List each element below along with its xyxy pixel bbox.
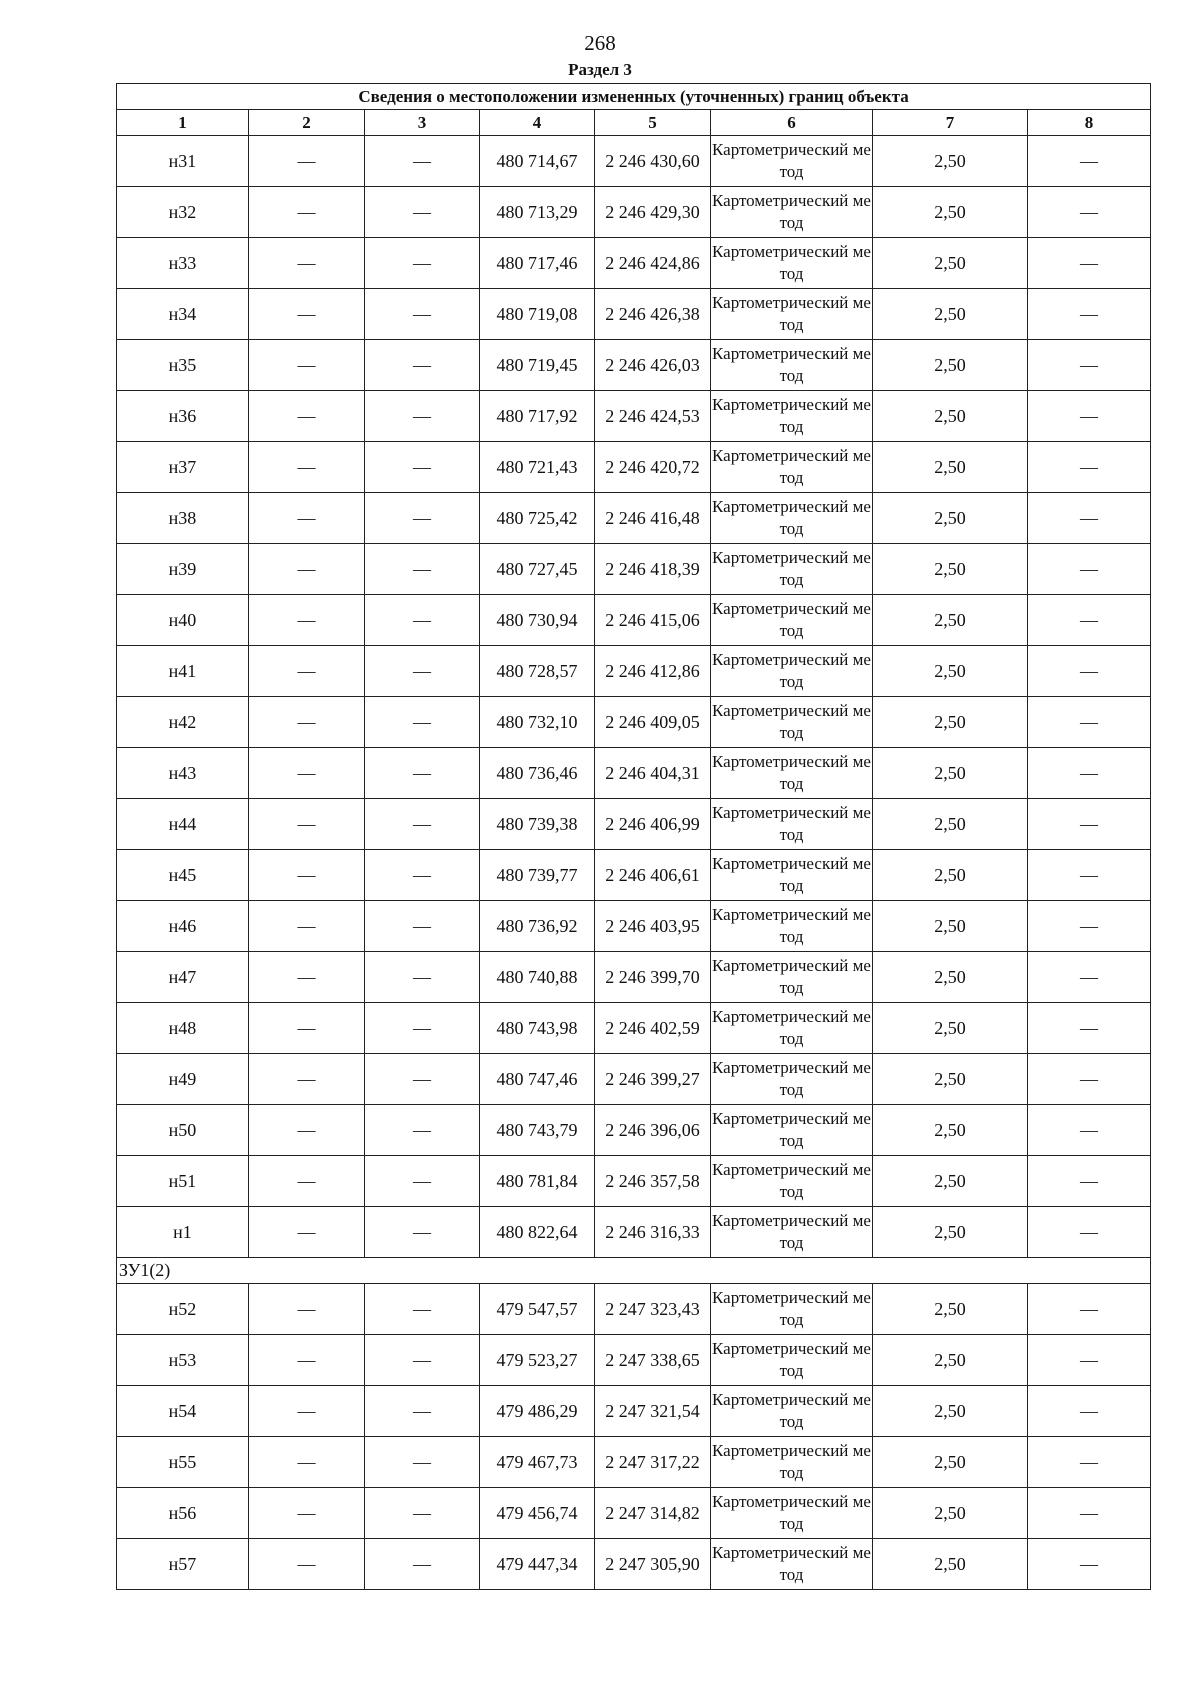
accuracy-cell: 2,50 xyxy=(873,238,1028,289)
table-row xyxy=(117,238,1151,289)
dash-cell: — xyxy=(1028,901,1151,952)
y-coordinate-cell: 2 247 321,54 xyxy=(595,1386,711,1437)
method-cell: Картометрический метод xyxy=(711,1003,873,1054)
y-coordinate-cell: 2 246 426,38 xyxy=(595,289,711,340)
x-coordinate-cell: 480 713,29 xyxy=(480,187,595,238)
y-coordinate-cell: 2 246 404,31 xyxy=(595,748,711,799)
point-cell: н51 xyxy=(117,1156,249,1207)
x-coordinate-cell: 480 717,46 xyxy=(480,238,595,289)
method-cell: Картометрический метод xyxy=(711,1156,873,1207)
dash-cell: — xyxy=(249,901,365,952)
dash-cell: — xyxy=(365,1207,480,1258)
accuracy-cell: 2,50 xyxy=(873,289,1028,340)
table-row xyxy=(117,850,1151,901)
dash-cell: — xyxy=(365,1284,480,1335)
dash-cell: — xyxy=(249,748,365,799)
accuracy-cell: 2,50 xyxy=(873,187,1028,238)
method-cell: Картометрический метод xyxy=(711,136,873,187)
dash-cell: — xyxy=(365,1003,480,1054)
dash-cell: — xyxy=(1028,136,1151,187)
dash-cell: — xyxy=(365,1488,480,1539)
accuracy-cell: 2,50 xyxy=(873,748,1028,799)
y-coordinate-cell: 2 246 409,05 xyxy=(595,697,711,748)
dash-cell: — xyxy=(1028,1488,1151,1539)
dash-cell: — xyxy=(365,1156,480,1207)
y-coordinate-cell: 2 246 316,33 xyxy=(595,1207,711,1258)
accuracy-cell: 2,50 xyxy=(873,799,1028,850)
dash-cell: — xyxy=(1028,697,1151,748)
column-header: 7 xyxy=(873,110,1028,136)
y-coordinate-cell: 2 247 323,43 xyxy=(595,1284,711,1335)
accuracy-cell: 2,50 xyxy=(873,1105,1028,1156)
dash-cell: — xyxy=(365,1335,480,1386)
dash-cell: — xyxy=(1028,493,1151,544)
point-cell: н31 xyxy=(117,136,249,187)
method-cell: Картометрический метод xyxy=(711,493,873,544)
method-cell: Картометрический метод xyxy=(711,1054,873,1105)
dash-cell: — xyxy=(365,442,480,493)
accuracy-cell: 2,50 xyxy=(873,595,1028,646)
table-caption-row xyxy=(117,84,1151,110)
dash-cell: — xyxy=(365,697,480,748)
table-row xyxy=(117,748,1151,799)
table-row xyxy=(117,187,1151,238)
dash-cell: — xyxy=(1028,442,1151,493)
dash-cell: — xyxy=(365,1386,480,1437)
method-cell: Картометрический метод xyxy=(711,1207,873,1258)
dash-cell: — xyxy=(249,493,365,544)
method-cell: Картометрический метод xyxy=(711,544,873,595)
point-cell: н40 xyxy=(117,595,249,646)
page-number: 268 xyxy=(584,31,616,55)
method-cell: Картометрический метод xyxy=(711,1539,873,1590)
y-coordinate-cell: 2 247 305,90 xyxy=(595,1539,711,1590)
dash-cell: — xyxy=(1028,391,1151,442)
x-coordinate-cell: 480 781,84 xyxy=(480,1156,595,1207)
x-coordinate-cell: 479 467,73 xyxy=(480,1437,595,1488)
dash-cell: — xyxy=(249,136,365,187)
point-cell: н49 xyxy=(117,1054,249,1105)
y-coordinate-cell: 2 246 424,86 xyxy=(595,238,711,289)
column-header: 6 xyxy=(711,110,873,136)
x-coordinate-cell: 480 822,64 xyxy=(480,1207,595,1258)
point-cell: н43 xyxy=(117,748,249,799)
dash-cell: — xyxy=(249,697,365,748)
point-cell: н44 xyxy=(117,799,249,850)
dash-cell: — xyxy=(249,799,365,850)
y-coordinate-cell: 2 246 399,27 xyxy=(595,1054,711,1105)
dash-cell: — xyxy=(365,901,480,952)
point-cell: н36 xyxy=(117,391,249,442)
table-caption: Сведения о местоположении измененных (уточненных) границ объекта xyxy=(117,84,1151,110)
dash-cell: — xyxy=(249,952,365,1003)
accuracy-cell: 2,50 xyxy=(873,646,1028,697)
accuracy-cell: 2,50 xyxy=(873,1284,1028,1335)
point-cell: н45 xyxy=(117,850,249,901)
accuracy-cell: 2,50 xyxy=(873,1488,1028,1539)
y-coordinate-cell: 2 246 420,72 xyxy=(595,442,711,493)
y-coordinate-cell: 2 246 412,86 xyxy=(595,646,711,697)
method-cell: Картометрический метод xyxy=(711,391,873,442)
column-header: 4 xyxy=(480,110,595,136)
y-coordinate-cell: 2 246 403,95 xyxy=(595,901,711,952)
table-row xyxy=(117,289,1151,340)
dash-cell: — xyxy=(249,340,365,391)
column-header: 5 xyxy=(595,110,711,136)
point-cell: н50 xyxy=(117,1105,249,1156)
dash-cell: — xyxy=(1028,1105,1151,1156)
table-row xyxy=(117,544,1151,595)
y-coordinate-cell: 2 246 430,60 xyxy=(595,136,711,187)
x-coordinate-cell: 480 736,46 xyxy=(480,748,595,799)
point-cell: н37 xyxy=(117,442,249,493)
method-cell: Картометрический метод xyxy=(711,799,873,850)
dash-cell: — xyxy=(365,952,480,1003)
dash-cell: — xyxy=(249,1156,365,1207)
dash-cell: — xyxy=(249,1488,365,1539)
dash-cell: — xyxy=(249,850,365,901)
y-coordinate-cell: 2 246 406,61 xyxy=(595,850,711,901)
x-coordinate-cell: 480 714,67 xyxy=(480,136,595,187)
x-coordinate-cell: 480 740,88 xyxy=(480,952,595,1003)
dash-cell: — xyxy=(249,238,365,289)
method-cell: Картометрический метод xyxy=(711,595,873,646)
method-cell: Картометрический метод xyxy=(711,289,873,340)
accuracy-cell: 2,50 xyxy=(873,340,1028,391)
dash-cell: — xyxy=(365,646,480,697)
dash-cell: — xyxy=(365,289,480,340)
point-cell: н47 xyxy=(117,952,249,1003)
point-cell: н41 xyxy=(117,646,249,697)
dash-cell: — xyxy=(365,493,480,544)
accuracy-cell: 2,50 xyxy=(873,136,1028,187)
method-cell: Картометрический метод xyxy=(711,340,873,391)
dash-cell: — xyxy=(1028,1003,1151,1054)
table-row xyxy=(117,1207,1151,1258)
accuracy-cell: 2,50 xyxy=(873,1054,1028,1105)
accuracy-cell: 2,50 xyxy=(873,1156,1028,1207)
table-row xyxy=(117,391,1151,442)
dash-cell: — xyxy=(1028,646,1151,697)
point-cell: н38 xyxy=(117,493,249,544)
dash-cell: — xyxy=(1028,1054,1151,1105)
method-cell: Картометрический метод xyxy=(711,238,873,289)
accuracy-cell: 2,50 xyxy=(873,901,1028,952)
x-coordinate-cell: 480 719,45 xyxy=(480,340,595,391)
dash-cell: — xyxy=(249,391,365,442)
table-row xyxy=(117,1539,1151,1590)
dash-cell: — xyxy=(365,238,480,289)
point-cell: н1 xyxy=(117,1207,249,1258)
point-cell: н56 xyxy=(117,1488,249,1539)
method-cell: Картометрический метод xyxy=(711,901,873,952)
table-row xyxy=(117,697,1151,748)
point-cell: н32 xyxy=(117,187,249,238)
table-row xyxy=(117,1003,1151,1054)
method-cell: Картометрический метод xyxy=(711,1488,873,1539)
dash-cell: — xyxy=(365,850,480,901)
dash-cell: — xyxy=(365,595,480,646)
dash-cell: — xyxy=(365,1539,480,1590)
y-coordinate-cell: 2 246 396,06 xyxy=(595,1105,711,1156)
point-cell: н54 xyxy=(117,1386,249,1437)
point-cell: н39 xyxy=(117,544,249,595)
dash-cell: — xyxy=(249,289,365,340)
dash-cell: — xyxy=(1028,1284,1151,1335)
table-row xyxy=(117,1105,1151,1156)
y-coordinate-cell: 2 247 317,22 xyxy=(595,1437,711,1488)
y-coordinate-cell: 2 246 415,06 xyxy=(595,595,711,646)
accuracy-cell: 2,50 xyxy=(873,493,1028,544)
dash-cell: — xyxy=(249,187,365,238)
dash-cell: — xyxy=(1028,952,1151,1003)
table-row xyxy=(117,1156,1151,1207)
x-coordinate-cell: 480 719,08 xyxy=(480,289,595,340)
dash-cell: — xyxy=(249,595,365,646)
x-coordinate-cell: 480 739,38 xyxy=(480,799,595,850)
table-row xyxy=(117,136,1151,187)
y-coordinate-cell: 2 246 402,59 xyxy=(595,1003,711,1054)
dash-cell: — xyxy=(365,544,480,595)
y-coordinate-cell: 2 247 338,65 xyxy=(595,1335,711,1386)
dash-cell: — xyxy=(365,391,480,442)
dash-cell: — xyxy=(249,442,365,493)
method-cell: Картометрический метод xyxy=(711,1284,873,1335)
dash-cell: — xyxy=(1028,1335,1151,1386)
dash-cell: — xyxy=(1028,1539,1151,1590)
dash-cell: — xyxy=(249,1386,365,1437)
x-coordinate-cell: 480 725,42 xyxy=(480,493,595,544)
point-cell: н52 xyxy=(117,1284,249,1335)
dash-cell: — xyxy=(249,1054,365,1105)
dash-cell: — xyxy=(249,1207,365,1258)
y-coordinate-cell: 2 246 429,30 xyxy=(595,187,711,238)
boundary-coordinates-table xyxy=(116,83,1151,1590)
dash-cell: — xyxy=(249,1105,365,1156)
method-cell: Картометрический метод xyxy=(711,1105,873,1156)
point-cell: н48 xyxy=(117,1003,249,1054)
accuracy-cell: 2,50 xyxy=(873,1335,1028,1386)
dash-cell: — xyxy=(1028,544,1151,595)
x-coordinate-cell: 480 743,79 xyxy=(480,1105,595,1156)
dash-cell: — xyxy=(365,748,480,799)
table-row xyxy=(117,340,1151,391)
method-cell: Картометрический метод xyxy=(711,442,873,493)
dash-cell: — xyxy=(249,544,365,595)
x-coordinate-cell: 479 486,29 xyxy=(480,1386,595,1437)
dash-cell: — xyxy=(1028,1156,1151,1207)
x-coordinate-cell: 480 736,92 xyxy=(480,901,595,952)
point-cell: н35 xyxy=(117,340,249,391)
group-label: ЗУ1(2) xyxy=(117,1258,1151,1284)
y-coordinate-cell: 2 246 357,58 xyxy=(595,1156,711,1207)
table-row xyxy=(117,952,1151,1003)
dash-cell: — xyxy=(1028,340,1151,391)
section-title: Раздел 3 xyxy=(568,60,632,79)
point-cell: н46 xyxy=(117,901,249,952)
method-cell: Картометрический метод xyxy=(711,952,873,1003)
table-row xyxy=(117,1386,1151,1437)
y-coordinate-cell: 2 246 399,70 xyxy=(595,952,711,1003)
dash-cell: — xyxy=(1028,850,1151,901)
column-header: 2 xyxy=(249,110,365,136)
dash-cell: — xyxy=(1028,238,1151,289)
point-cell: н42 xyxy=(117,697,249,748)
dash-cell: — xyxy=(1028,289,1151,340)
point-cell: н53 xyxy=(117,1335,249,1386)
y-coordinate-cell: 2 246 418,39 xyxy=(595,544,711,595)
method-cell: Картометрический метод xyxy=(711,187,873,238)
x-coordinate-cell: 479 456,74 xyxy=(480,1488,595,1539)
x-coordinate-cell: 480 739,77 xyxy=(480,850,595,901)
dash-cell: — xyxy=(249,1284,365,1335)
y-coordinate-cell: 2 246 426,03 xyxy=(595,340,711,391)
table-row xyxy=(117,1284,1151,1335)
accuracy-cell: 2,50 xyxy=(873,850,1028,901)
column-header: 1 xyxy=(117,110,249,136)
dash-cell: — xyxy=(249,1003,365,1054)
column-header: 8 xyxy=(1028,110,1151,136)
accuracy-cell: 2,50 xyxy=(873,697,1028,748)
table-row xyxy=(117,646,1151,697)
x-coordinate-cell: 480 721,43 xyxy=(480,442,595,493)
dash-cell: — xyxy=(365,799,480,850)
dash-cell: — xyxy=(249,1539,365,1590)
x-coordinate-cell: 480 747,46 xyxy=(480,1054,595,1105)
dash-cell: — xyxy=(249,1335,365,1386)
table-row xyxy=(117,595,1151,646)
method-cell: Картометрический метод xyxy=(711,646,873,697)
accuracy-cell: 2,50 xyxy=(873,442,1028,493)
dash-cell: — xyxy=(1028,1437,1151,1488)
dash-cell: — xyxy=(1028,187,1151,238)
dash-cell: — xyxy=(365,1105,480,1156)
y-coordinate-cell: 2 246 416,48 xyxy=(595,493,711,544)
method-cell: Картометрический метод xyxy=(711,697,873,748)
table-row xyxy=(117,1437,1151,1488)
dash-cell: — xyxy=(1028,799,1151,850)
y-coordinate-cell: 2 246 424,53 xyxy=(595,391,711,442)
accuracy-cell: 2,50 xyxy=(873,1386,1028,1437)
table-row xyxy=(117,1054,1151,1105)
dash-cell: — xyxy=(365,1437,480,1488)
x-coordinate-cell: 480 730,94 xyxy=(480,595,595,646)
point-cell: н34 xyxy=(117,289,249,340)
y-coordinate-cell: 2 246 406,99 xyxy=(595,799,711,850)
accuracy-cell: 2,50 xyxy=(873,1003,1028,1054)
dash-cell: — xyxy=(365,1054,480,1105)
dash-cell: — xyxy=(365,340,480,391)
table-row xyxy=(117,799,1151,850)
dash-cell: — xyxy=(365,136,480,187)
x-coordinate-cell: 479 447,34 xyxy=(480,1539,595,1590)
table-header-row xyxy=(117,110,1151,136)
table-row xyxy=(117,442,1151,493)
table-row xyxy=(117,1335,1151,1386)
table-row xyxy=(117,493,1151,544)
dash-cell: — xyxy=(1028,595,1151,646)
dash-cell: — xyxy=(365,187,480,238)
dash-cell: — xyxy=(1028,748,1151,799)
method-cell: Картометрический метод xyxy=(711,850,873,901)
point-cell: н55 xyxy=(117,1437,249,1488)
x-coordinate-cell: 480 743,98 xyxy=(480,1003,595,1054)
accuracy-cell: 2,50 xyxy=(873,544,1028,595)
accuracy-cell: 2,50 xyxy=(873,1539,1028,1590)
column-header: 3 xyxy=(365,110,480,136)
method-cell: Картометрический метод xyxy=(711,748,873,799)
y-coordinate-cell: 2 247 314,82 xyxy=(595,1488,711,1539)
x-coordinate-cell: 480 727,45 xyxy=(480,544,595,595)
x-coordinate-cell: 479 523,27 xyxy=(480,1335,595,1386)
dash-cell: — xyxy=(249,646,365,697)
accuracy-cell: 2,50 xyxy=(873,391,1028,442)
accuracy-cell: 2,50 xyxy=(873,1437,1028,1488)
x-coordinate-cell: 480 717,92 xyxy=(480,391,595,442)
method-cell: Картометрический метод xyxy=(711,1437,873,1488)
x-coordinate-cell: 479 547,57 xyxy=(480,1284,595,1335)
point-cell: н33 xyxy=(117,238,249,289)
accuracy-cell: 2,50 xyxy=(873,952,1028,1003)
dash-cell: — xyxy=(1028,1207,1151,1258)
x-coordinate-cell: 480 728,57 xyxy=(480,646,595,697)
dash-cell: — xyxy=(249,1437,365,1488)
method-cell: Картометрический метод xyxy=(711,1386,873,1437)
table-row xyxy=(117,1488,1151,1539)
x-coordinate-cell: 480 732,10 xyxy=(480,697,595,748)
table-row xyxy=(117,901,1151,952)
point-cell: н57 xyxy=(117,1539,249,1590)
group-row xyxy=(117,1258,1151,1284)
accuracy-cell: 2,50 xyxy=(873,1207,1028,1258)
method-cell: Картометрический метод xyxy=(711,1335,873,1386)
dash-cell: — xyxy=(1028,1386,1151,1437)
